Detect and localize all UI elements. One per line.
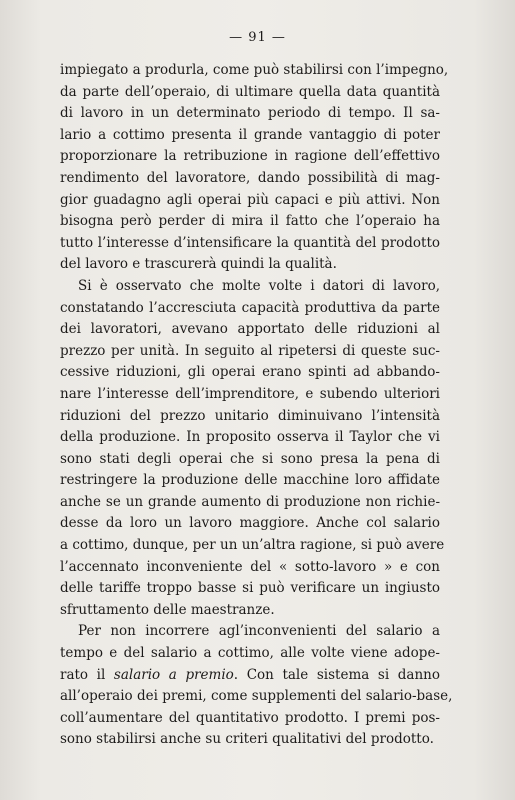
- text-line: [60, 233, 440, 255]
- text-run: a cottimo, dunque, per un un’altra ragione, si può avere: [60, 537, 445, 554]
- text-run: bisogna però perder di mira il fatto che l’operaio ha: [60, 213, 440, 230]
- text-line: [60, 146, 440, 168]
- italic-term: salario a premio: [113, 666, 234, 683]
- text-line: [60, 384, 440, 406]
- text-run: . Con tale sistema si danno: [233, 666, 440, 683]
- text-line: [60, 449, 440, 471]
- text-line: [60, 513, 440, 535]
- text-line: [60, 211, 440, 233]
- text-run: anche se un grande aumento di produzione non richie-: [60, 493, 440, 510]
- text-run: sono stabilirsi anche su criteri qualitativi del prodotto.: [60, 731, 434, 748]
- text-run: rato il: [60, 666, 114, 683]
- text-run: dei lavoratori, avevano apportato delle riduzioni al: [60, 321, 440, 338]
- page-number: — 91 —: [229, 30, 286, 45]
- text-run: prezzo per unità. In seguito al ripetersi di queste suc-: [60, 342, 440, 359]
- text-run: rendimento del lavoratore, dando possibilità di mag-: [60, 169, 440, 186]
- text-line: [60, 190, 440, 212]
- text-run: proporzionare la retribuzione in ragione dell’effettivo: [60, 148, 440, 165]
- text-line: [60, 492, 440, 514]
- text-run: sono stati degli operai che si sono presa la pena di: [60, 450, 440, 467]
- text-line: [60, 729, 440, 751]
- text-run: tempo e del salario a cottimo, alle volte viene adope-: [60, 645, 440, 662]
- text-run: Per non incorrere agl’inconvenienti del salario a: [78, 623, 440, 640]
- text-run: gior guadagno agli operai più capaci e più attivi. Non: [60, 191, 440, 208]
- text-line: [60, 319, 440, 341]
- text-line: [60, 686, 453, 708]
- text-line: [60, 621, 440, 643]
- text-line: [60, 168, 440, 190]
- text-line: [60, 535, 445, 557]
- text-line: [60, 103, 440, 125]
- text-line: [60, 578, 440, 600]
- text-line: [60, 557, 440, 579]
- text-line: [60, 406, 440, 428]
- text-line: [60, 427, 440, 449]
- text-run: da parte dell’operaio, di ultimare quella data quantità: [60, 83, 440, 100]
- text-run: restringere la produzione delle macchine loro affidate: [60, 472, 440, 489]
- text-run: nare l’interesse dell’imprenditore, e subendo ulteriori: [60, 385, 440, 402]
- text-line: [60, 125, 440, 147]
- text-line: [60, 362, 440, 384]
- text-line: [60, 341, 440, 363]
- text-run: impiegato a produrla, come può stabilirsi con l’impegno,: [60, 62, 449, 78]
- text-line: [60, 708, 440, 730]
- text-run: Si è osservato che molte volte i datori di lavoro,: [78, 277, 440, 294]
- text-line: [60, 82, 440, 104]
- text-run: constatando l’accresciuta capacità produttiva da parte: [60, 299, 440, 316]
- text-run: della produzione. In proposito osserva il Taylor che vi: [60, 429, 440, 446]
- text-line: [60, 600, 440, 622]
- text-run: del lavoro e trascurerà quindi la qualità.: [60, 256, 337, 273]
- text-run: riduzioni del prezzo unitario diminuivano l’intensità: [60, 407, 440, 424]
- text-line: [60, 665, 440, 687]
- text-line: [60, 254, 440, 276]
- text-run: desse da loro un lavoro maggiore. Anche col salario: [60, 515, 440, 532]
- text-run: lario a cottimo presenta il grande vantaggio di poter: [60, 126, 440, 143]
- text-run: sfruttamento delle maestranze.: [60, 601, 275, 618]
- text-run: all’operaio dei premi, come supplementi del salario-base,: [60, 688, 453, 705]
- text-line: [60, 643, 440, 665]
- text-run: cessive riduzioni, gli operai erano spinti ad abbando-: [60, 364, 440, 381]
- text-run: l’accennato inconveniente del « sotto-lavoro » e con: [60, 558, 440, 575]
- text-line: [60, 276, 440, 298]
- text-run: delle tariffe troppo basse si può verificare un ingiusto: [60, 580, 440, 597]
- text-line: [60, 298, 440, 320]
- text-run: coll’aumentare del quantitativo prodotto. I premi pos-: [60, 709, 440, 726]
- body-text: [60, 60, 453, 751]
- text-run: di lavoro in un determinato periodo di tempo. Il sa-: [60, 105, 440, 122]
- text-line: [60, 60, 449, 82]
- text-line: [60, 470, 440, 492]
- text-run: tutto l’interesse d’intensificare la quantità del prodotto: [60, 234, 440, 251]
